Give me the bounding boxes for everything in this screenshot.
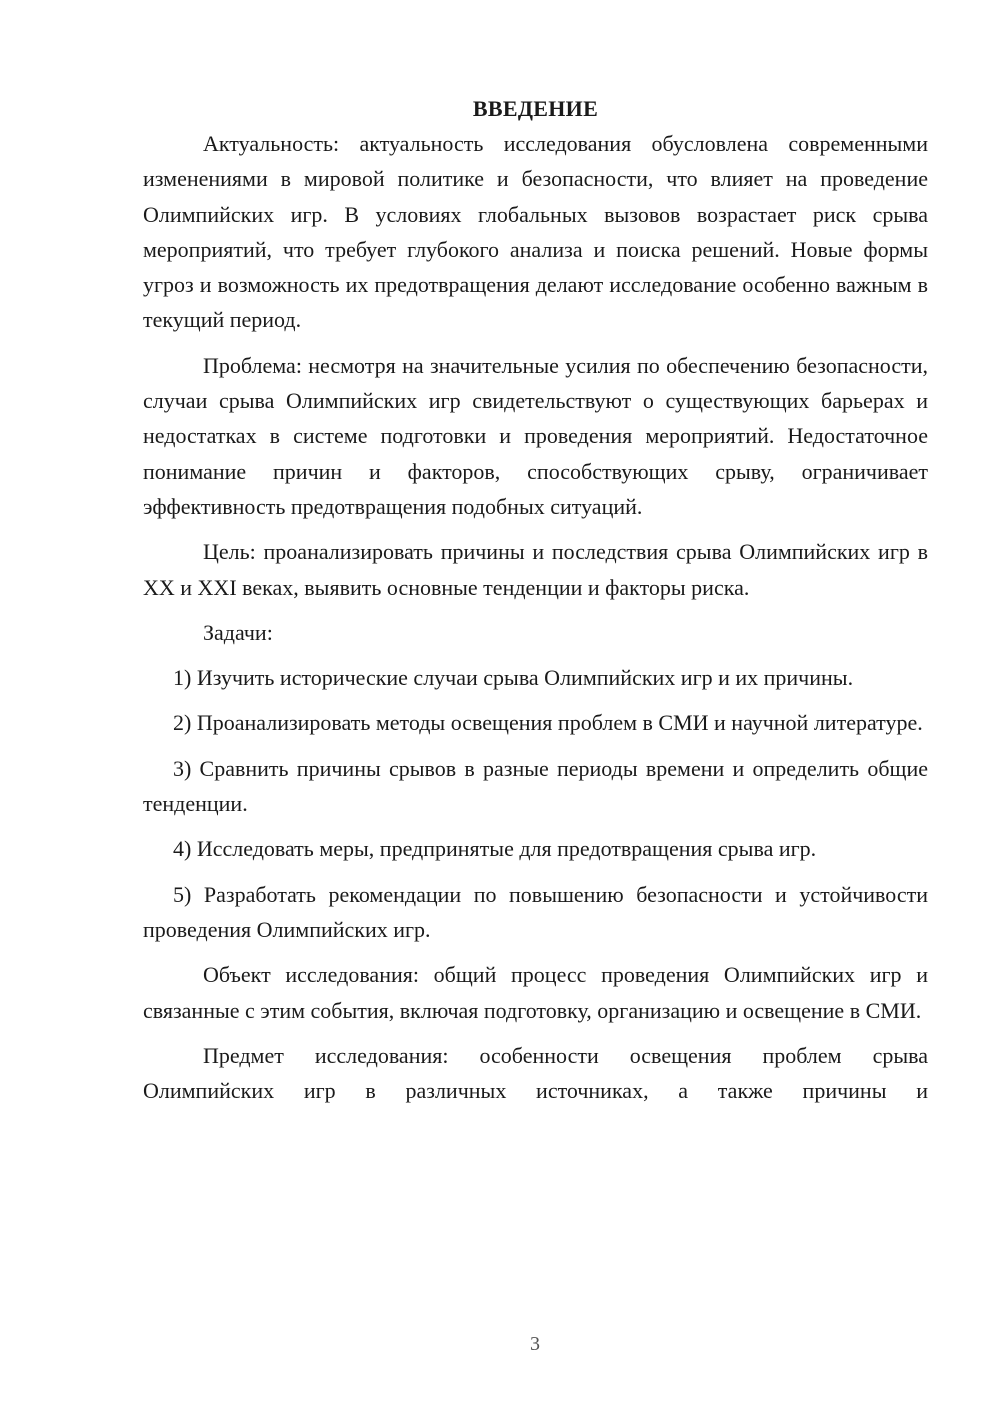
task-item-2: 2) Проанализировать методы освещения проблем в СМИ и научной литературе.: [173, 710, 923, 736]
paragraph-relevance: Актуальность: актуальность исследования обусловлена современными изменениями в мировой политике и безопасности, что влияет на проведение Олимпийских игр. В условиях глобальных вызовов возрастает риск срыва мероприятий, что требует глубокого анализа и поиска решений. Новые формы угроз и возможность их предотвращения делают исследование особенно важным в текущий период.: [143, 131, 928, 333]
paragraph-subject: Предмет исследования: особенности освещения проблем срыва Олимпийских игр в различных источниках, а также причины и: [143, 1042, 928, 1104]
paragraph-goal: Цель: проанализировать причины и последствия срыва Олимпийских игр в XX и XXI веках, выявить основные тенденции и факторы риска.: [143, 539, 928, 600]
task-item-4: 4) Исследовать меры, предпринятые для предотвращения срыва игр.: [173, 836, 817, 862]
page-number: 3: [530, 1333, 540, 1355]
paragraph-tasks-heading: Задачи:: [203, 619, 273, 645]
task-item-1: 1) Изучить исторические случаи срыва Олимпийских игр и их причины.: [173, 665, 854, 691]
task-item-3: 3) Сравнить причины срывов в разные периоды времени и определить общие тенденции.: [143, 755, 928, 817]
document-page: [143, 92, 928, 1108]
task-item-5: 5) Разработать рекомендации по повышению безопасности и устойчивости проведения Олимпийских игр.: [143, 881, 928, 942]
paragraph-object: Объект исследования: общий процесс проведения Олимпийских игр и связанные с этим события, включая подготовку, организацию и освещение в СМИ.: [143, 962, 928, 1023]
section-title: ВВЕДЕНИЕ: [472, 96, 599, 121]
paragraph-problem: Проблема: несмотря на значительные усилия по обеспечению безопасности, случаи срыва Олимпийских игр свидетельствуют о существующих барьерах и недостатках в системе подготовки и проведения мероприятий. Недостаточное понимание причин и факторов, способствующих срыву, ограничивает эффективность предотвращения подобных ситуаций.: [143, 352, 928, 519]
